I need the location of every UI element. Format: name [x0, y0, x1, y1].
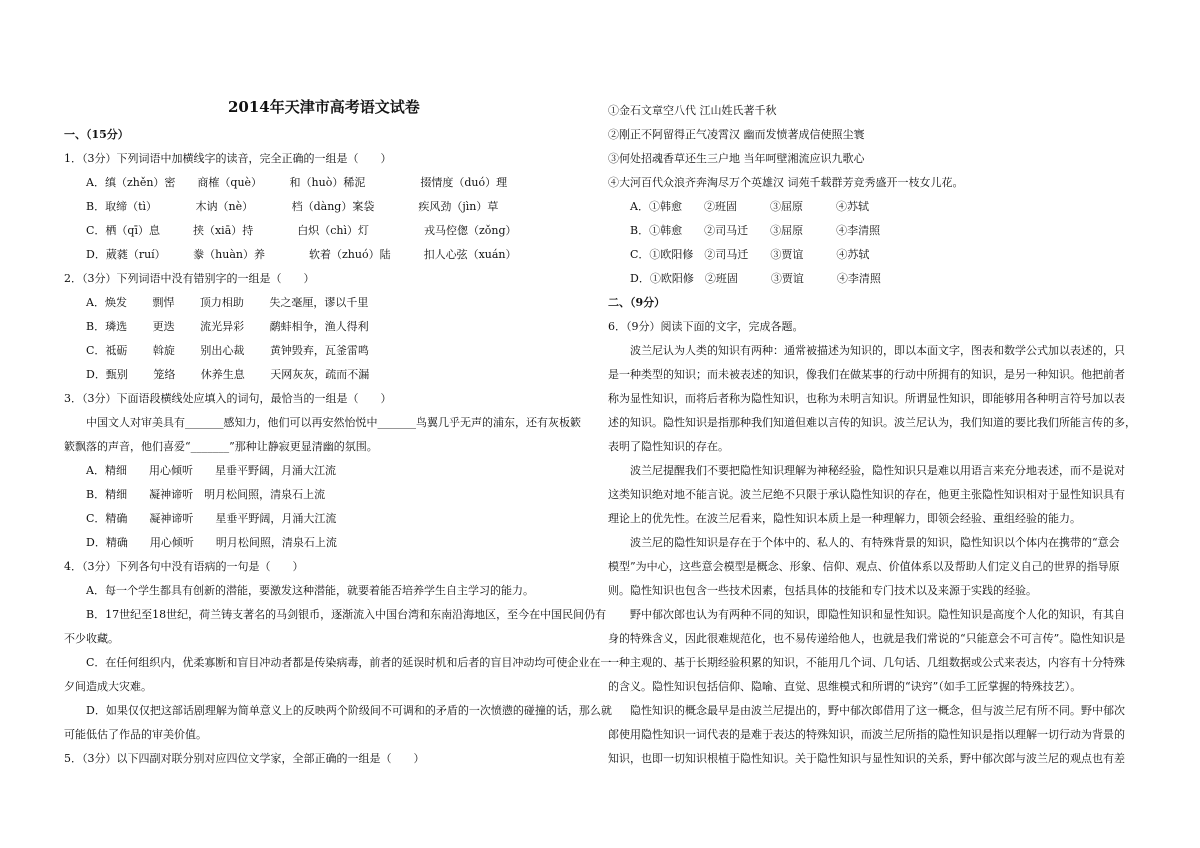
right-line-17: 理论上的优先性。在波兰尼看来，隐性知识本质上是一种理解力，即领会经验、重组经验的能力。	[608, 512, 1081, 525]
left-line-16: C．精确 凝神谛听 星垂平野阔，月涌大江流	[86, 512, 337, 525]
left-line-25: 可能低估了作品的审美价值。	[64, 728, 207, 741]
right-line-26: 郎使用隐性知识一词代表的是难于表达的特殊知识，而波兰尼所指的隐性知识是指以理解一切行动为背景的	[608, 728, 1125, 741]
right-line-15: 波兰尼提醒我们不要把隐性知识理解为神秘经验，隐性知识只是难以用语言来充分地表述，而不是说对	[608, 464, 1125, 477]
exam-title: 2014年天津市高考语文试卷	[228, 98, 420, 116]
right-line-2: ③何处招魂香草还生三户地 当年呵壁湘流应识九歌心	[608, 152, 865, 165]
right-line-12: 称为显性知识，而将后者称为隐性知识，也称为未明言知识。所谓显性知识，即能够用各种明言符号加以表	[608, 392, 1125, 405]
left-line-6: 2．（3分）下列词语中没有错别字的一组是（ ）	[64, 272, 315, 285]
left-line-8: B．璘选 更迭 流光异彩 鹬蚌相争，渔人得利	[86, 320, 369, 333]
left-line-9: C．祗砺 斡旋 别出心裁 黄钟毁弃，瓦釜雷鸣	[86, 344, 369, 357]
right-line-3: ④大河百代众浪齐奔淘尽万个英雄汉 词苑千载群芳竞秀盛开一枝女儿花。	[608, 176, 964, 189]
left-line-7: A．焕发 剽悍 顶力相助 失之毫厘，谬以千里	[86, 296, 369, 309]
right-line-7: D．①欧阳修 ②班固 ③贾谊 ④李清照	[630, 272, 881, 285]
right-line-21: 野中郁次郎也认为有两种不同的知识，即隐性知识和显性知识。隐性知识是高度个人化的知识，有其自	[608, 608, 1125, 621]
right-line-24: 的含义。隐性知识包括信仰、隐喻、直觉、思维模式和所谓的“诀窍”（如手工匠掌握的特殊技艺）。	[608, 680, 1082, 693]
right-line-5: B．①韩愈 ②司马迁 ③屈原 ④李清照	[630, 224, 881, 237]
right-line-11: 是一种类型的知识；而未被表述的知识，像我们在做某事的行动中所拥有的知识，是另一种知识。他把前者	[608, 368, 1125, 381]
right-line-16: 这类知识绝对地不能言说。波兰尼绝不只限于承认隐性知识的存在，他更主张隐性知识相对于显性知识具有	[608, 488, 1125, 501]
left-line-22: C．在任何组织内，优柔寡断和盲目冲动者都是传染病毒，前者的延误时机和后者的盲目冲动均可使企业在一	[86, 656, 612, 669]
right-line-23: 一种主观的、基于长期经验积累的知识，不能用几个词、几句话、几组数据或公式来表达，内容有十分特殊	[608, 656, 1125, 669]
left-line-13: 簌飘落的声音，他们喜爱“_______”那种让静寂更显清幽的氛围。	[64, 440, 378, 453]
right-line-9: 6．（9分）阅读下面的文字，完成各题。	[608, 320, 804, 333]
left-line-12: 中国文人对审美具有_______感知力，他们可以再安然怡悦中_______鸟翼几乎无声的浦东，还有灰板簌	[64, 416, 581, 429]
left-line-5: D．葳蕤（ruí） 豢（huàn）养 软着（zhuó）陆 扣人心弦（xuán）	[86, 248, 517, 261]
right-line-10: 波兰尼认为人类的知识有两种：通常被描述为知识的，即以本面文字，图表和数学公式加以表述的，只	[608, 344, 1125, 357]
left-line-19: A．每一个学生都具有创新的潜能，要激发这种潜能，就要着能否培养学生自主学习的能力。	[86, 584, 534, 597]
right-line-18: 波兰尼的隐性知识是存在于个体中的、私人的、有特殊背景的知识，隐性知识以个体内在携带的“意会	[608, 536, 1120, 549]
right-line-1: ②刚正不阿留得正气凌霄汉 幽而发愤著成信使照尘寰	[608, 128, 865, 141]
left-line-1: 1．（3分）下列词语中加横线字的读音，完全正确的一组是（ ）	[64, 152, 392, 165]
left-line-2: A．缜（zhěn）密 商榷（què） 和（huò）稀泥 掇情度（duó）理	[86, 176, 508, 189]
right-line-20: 则。隐性知识也包含一些技术因素，包括具体的技能和专门技术以及来源于实践的经验。	[608, 584, 1037, 597]
left-line-24: D．如果仅仅把这部话剧理解为简单意义上的反映两个阶级间不可调和的矛盾的一次愤懑的碰撞的话，那么就	[86, 704, 612, 717]
right-line-6: C．①欧阳修 ②司马迁 ③贾谊 ④苏轼	[630, 248, 870, 261]
right-line-19: 模型”为中心，这些意会模型是概念、形象、信仰、观点、价值体系以及帮助人们定义自己的世界的指导原	[608, 560, 1120, 573]
left-line-0: 一、（15分）	[64, 128, 129, 141]
left-line-18: 4．（3分）下列各句中没有语病的一句是（ ）	[64, 560, 304, 573]
left-line-15: B．精细 凝神谛听 明月松间照，清泉石上流	[86, 488, 326, 501]
left-line-14: A．精细 用心倾听 星垂平野阔，月涌大江流	[86, 464, 336, 477]
right-line-13: 述的知识。隐性知识是指那种我们知道但难以言传的知识。波兰尼认为，我们知道的要比我们所能言传的多，	[608, 416, 1136, 429]
right-line-14: 表明了隐性知识的存在。	[608, 440, 729, 453]
right-line-27: 知识，也即一切知识根植于隐性知识。关于隐性知识与显性知识的关系，野中郁次郎与波兰尼的观点也有差	[608, 752, 1125, 765]
left-line-4: C．栖（qī）息 挟（xiā）持 白炽（chì）灯 戎马倥偬（zǒng）	[86, 224, 517, 237]
left-line-21: 不少收藏。	[64, 632, 119, 645]
right-line-8: 二、（9分）	[608, 296, 666, 309]
right-line-25: 隐性知识的概念最早是由波兰尼提出的，野中郁次郎借用了这一概念，但与波兰尼有所不同。野中郁次	[608, 704, 1125, 717]
left-line-23: 夕间造成大灾难。	[64, 680, 152, 693]
left-line-20: B．17世纪至18世纪，荷兰铸支著名的马剑银币，逐渐流入中国台湾和东南沿海地区，至今在中国民间仍有	[86, 608, 607, 621]
right-line-4: A．①韩愈 ②班固 ③屈原 ④苏轼	[630, 200, 869, 213]
left-line-26: 5．（3分）以下四副对联分别对应四位文学家，全部正确的一组是（ ）	[64, 752, 425, 765]
left-line-3: B．取缔（tì） 木讷（nè） 档（dàng）案袋 疾风劲（jìn）草	[86, 200, 499, 213]
left-line-10: D．甄别 笼络 休养生息 天网灰灰，疏而不漏	[86, 368, 370, 381]
right-line-0: ①金石文章空八代 江山姓氏著千秋	[608, 104, 777, 117]
left-line-11: 3．（3分）下面语段横线处应填入的词句，最恰当的一组是（ ）	[64, 392, 392, 405]
left-line-17: D．精确 用心倾听 明月松间照，清泉石上流	[86, 536, 337, 549]
right-line-22: 身的特殊含义，因此很难规范化，也不易传递给他人，也就是我们常说的“只能意会不可言传”。隐性知识是	[608, 632, 1126, 645]
